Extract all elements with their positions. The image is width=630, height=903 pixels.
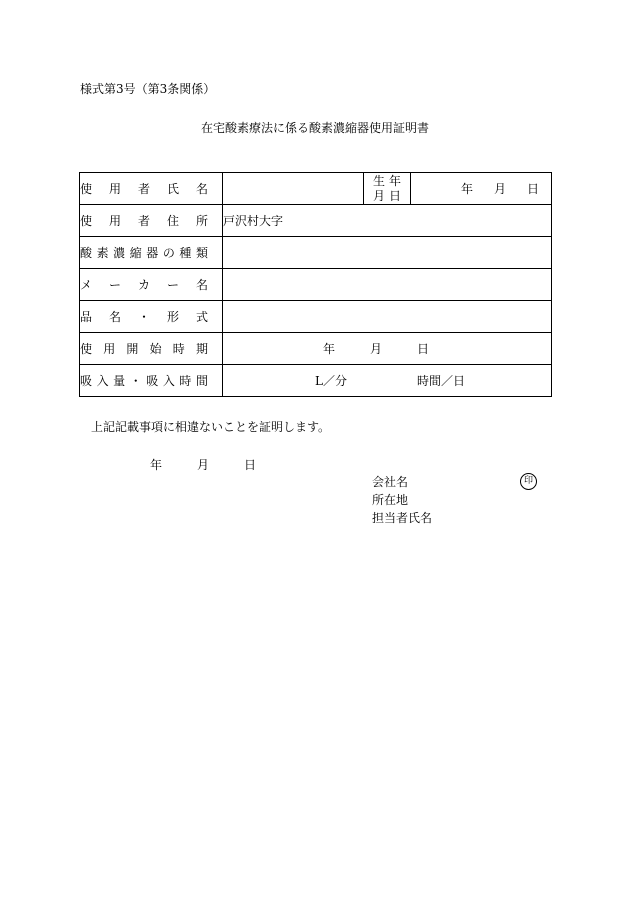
device-type-field[interactable] bbox=[223, 237, 552, 269]
maker-row bbox=[80, 269, 552, 301]
company-address-label: 所在地 bbox=[372, 493, 409, 507]
birth-date-label: 生 年 月 日 bbox=[364, 173, 411, 205]
model-label: 品 名 ・ 形 式 bbox=[80, 301, 223, 333]
intake-field[interactable] bbox=[223, 365, 552, 397]
user-name-label: 使 用 者 氏 名 bbox=[80, 173, 223, 205]
user-name-row bbox=[80, 173, 552, 205]
model-field[interactable] bbox=[223, 301, 552, 333]
start-date-row bbox=[80, 333, 552, 365]
maker-label: メ ー カ ー 名 bbox=[80, 269, 223, 301]
intake-row bbox=[80, 365, 552, 397]
company-name-label: 会社名 bbox=[372, 475, 409, 489]
device-type-row bbox=[80, 237, 552, 269]
user-address-label: 使 用 者 住 所 bbox=[80, 205, 223, 237]
user-name-field[interactable] bbox=[223, 173, 364, 205]
device-type-label: 酸 素 濃 縮 器 の 種 類 bbox=[80, 237, 223, 269]
hours-per-day-unit: 時間／日 bbox=[416, 374, 465, 388]
seal-mark: 印 bbox=[520, 473, 537, 490]
document-title: 在宅酸素療法に係る酸素濃縮器使用証明書 bbox=[200, 121, 429, 135]
company-address-row[interactable] bbox=[372, 491, 542, 509]
intake-label: 吸 入 量 ・ 吸 入 時 間 bbox=[80, 365, 223, 397]
certification-date[interactable]: 年 月 日 bbox=[150, 458, 257, 472]
contact-person-row[interactable] bbox=[372, 509, 542, 527]
start-date-label: 使 用 開 始 時 期 bbox=[80, 333, 223, 365]
maker-field[interactable] bbox=[223, 269, 552, 301]
user-address-row bbox=[80, 205, 552, 237]
flow-rate-unit: L／分 bbox=[315, 374, 347, 388]
certificate-table bbox=[79, 172, 552, 397]
contact-person-label: 担当者氏名 bbox=[372, 511, 433, 525]
user-address-field[interactable]: 戸沢村大字 bbox=[223, 205, 552, 237]
model-row bbox=[80, 301, 552, 333]
company-block bbox=[372, 473, 542, 527]
birth-date-field[interactable]: 年 月 日 bbox=[411, 173, 552, 205]
form-number: 様式第3号（第3条関係） bbox=[80, 82, 216, 96]
company-name-row[interactable] bbox=[372, 473, 542, 491]
start-date-field[interactable]: 年 月 日 bbox=[223, 333, 552, 365]
certification-statement: 上記記載事項に相違ないことを証明します。 bbox=[91, 420, 331, 434]
